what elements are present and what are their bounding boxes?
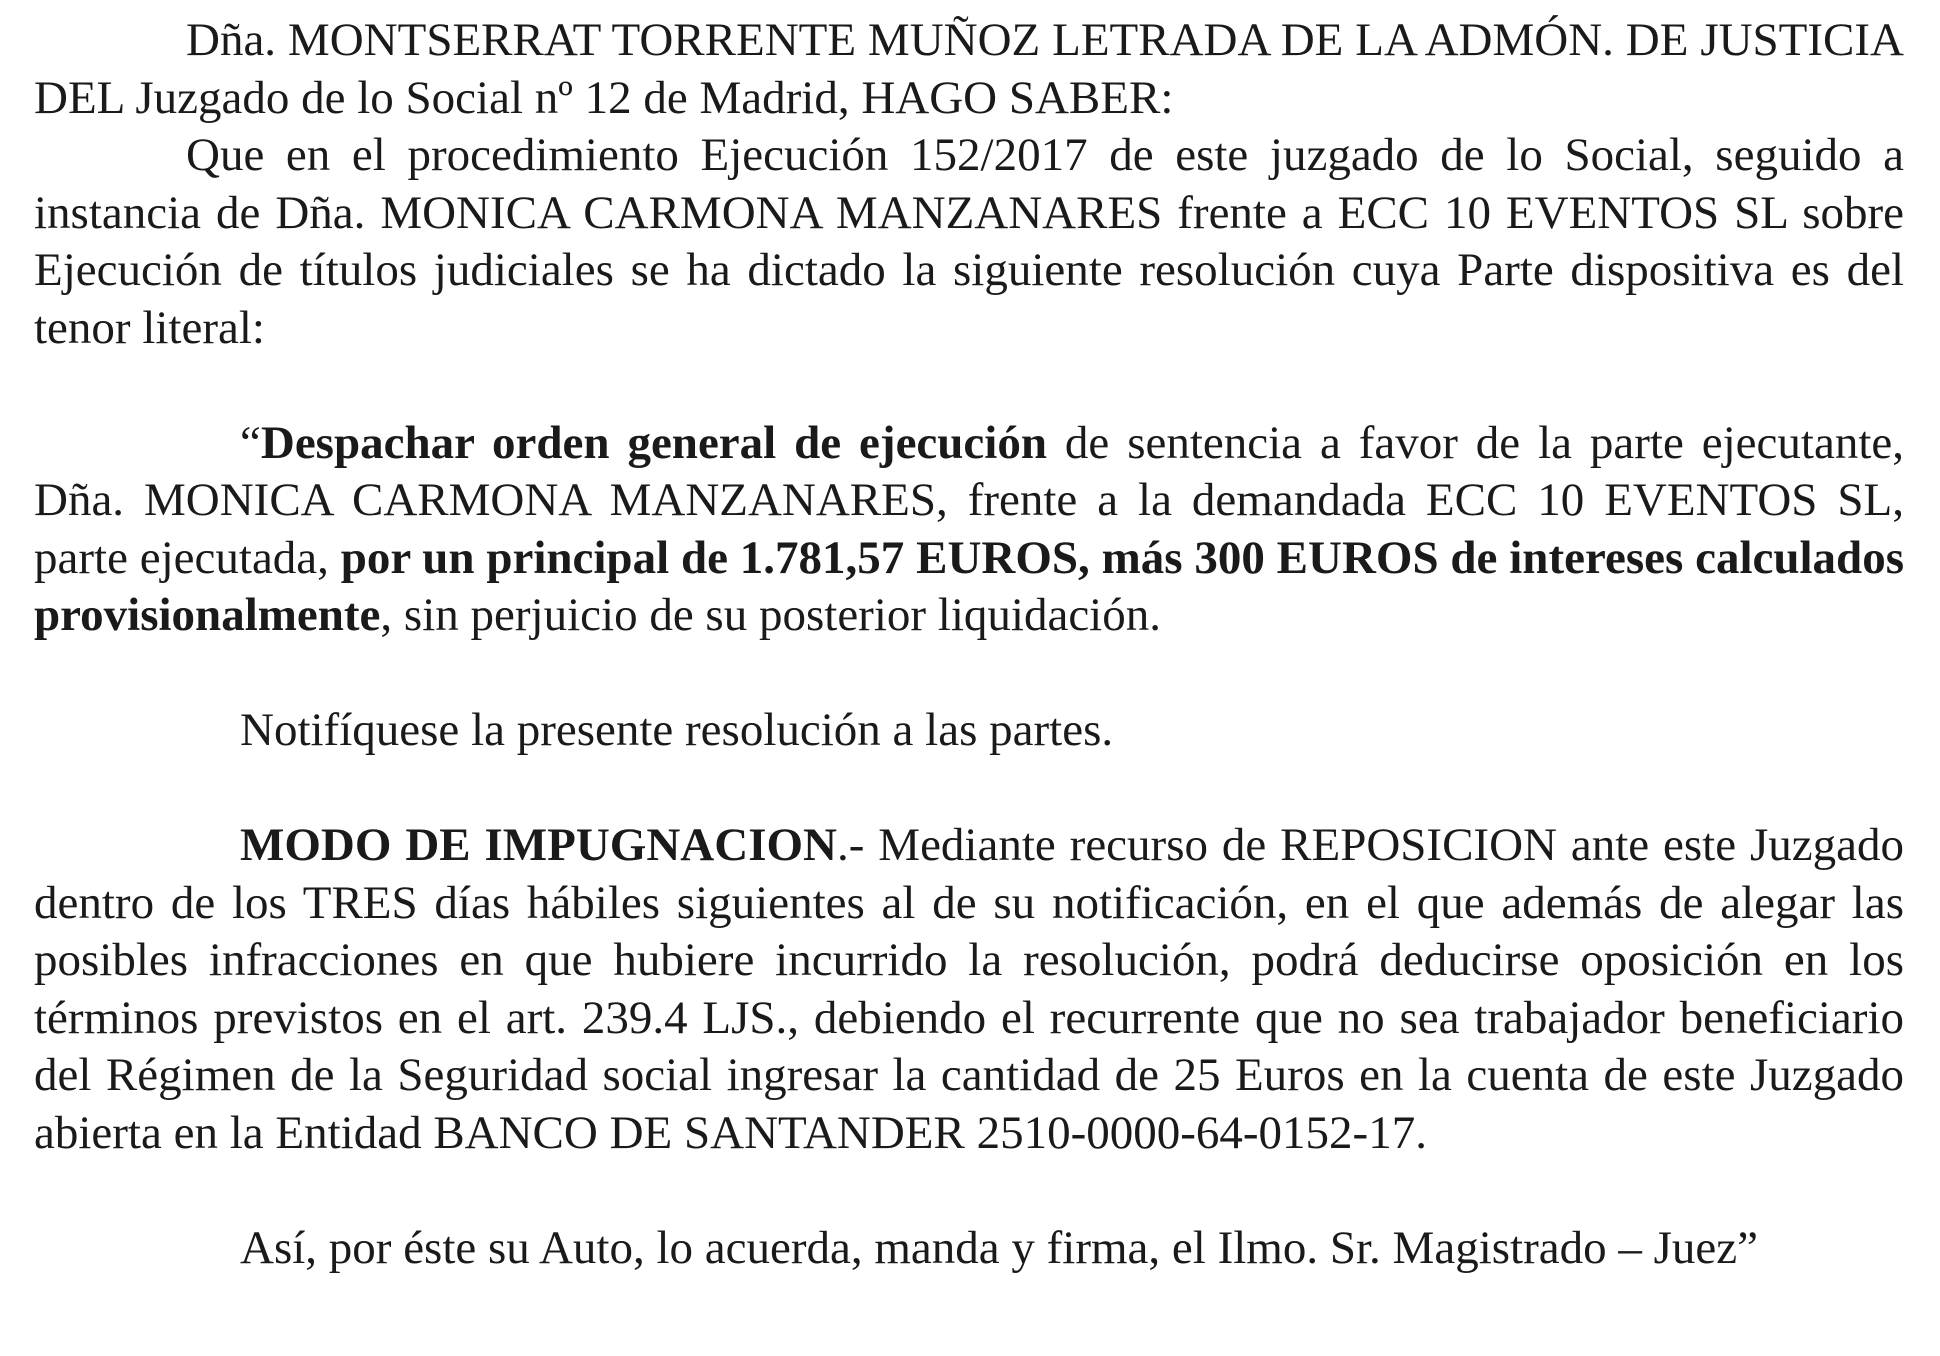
ruling-bold-lead: Despachar orden general de ejecución	[260, 416, 1047, 469]
ruling-text-2: , sin perjuicio de su posterior liquidación.	[380, 589, 1161, 641]
intro-paragraph: Que en el procedimiento Ejecución 152/2017 de este juzgado de lo Social, seguido a instancia de Dña. MONICA CARMONA MANZANARES frente a ECC 10 EVENTOS SL sobre Ejecución de títulos judiciales se ha dictado la siguiente resolución cuya Parte dispositiva es del tenor literal:	[34, 129, 1904, 354]
closing-paragraph: Así, por éste su Auto, lo acuerda, manda y firma, el Ilmo. Sr. Magistrado – Juez”	[240, 1221, 1758, 1274]
notify-paragraph: Notifíquese la presente resolución a las partes.	[240, 704, 1114, 756]
impugnation-text: .- Mediante recurso de REPOSICION ante este Juzgado dentro de los TRES días hábiles siguientes al de su notificación, en el que además de alegar las posibles infracciones en que hubiere incurrido la resolución, podrá deducirse oposición en los términos previstos en el art. 239.4 LJS., debiendo el recurrente que no sea trabajador beneficiario del Régimen de la Seguridad social ingresar la cantidad de 25 Euros en la cuenta de este Juzgado abierta en la Entidad BANCO DE SANTANDER 2510-0000-64-0152-17.	[34, 819, 1904, 1159]
impugnation-heading: MODO DE IMPUGNACION	[240, 819, 837, 871]
spacer	[34, 760, 1904, 818]
ruling-bold-amount: por un principal de 1.781,57 EUROS, más 300 EUROS de intereses calculados provisionalmente	[34, 531, 1904, 641]
document-page	[34, 12, 1904, 1277]
ruling-paragraph	[34, 415, 1904, 645]
spacer	[34, 357, 1904, 415]
spacer	[34, 645, 1904, 703]
ruling-open-quote: “	[240, 416, 261, 469]
ruling-text-1: de sentencia a favor de la parte ejecutante, Dña. MONICA CARMONA MANZANARES, frente a la demandada ECC 10 EVENTOS SL, parte ejecutada,	[34, 416, 1904, 584]
impugnation-paragraph	[34, 817, 1904, 1162]
header-paragraph: Dña. MONTSERRAT TORRENTE MUÑOZ LETRADA DE LA ADMÓN. DE JUSTICIA DEL Juzgado de lo Social nº 12 de Madrid, HAGO SABER:	[34, 14, 1904, 124]
spacer	[34, 1162, 1904, 1220]
